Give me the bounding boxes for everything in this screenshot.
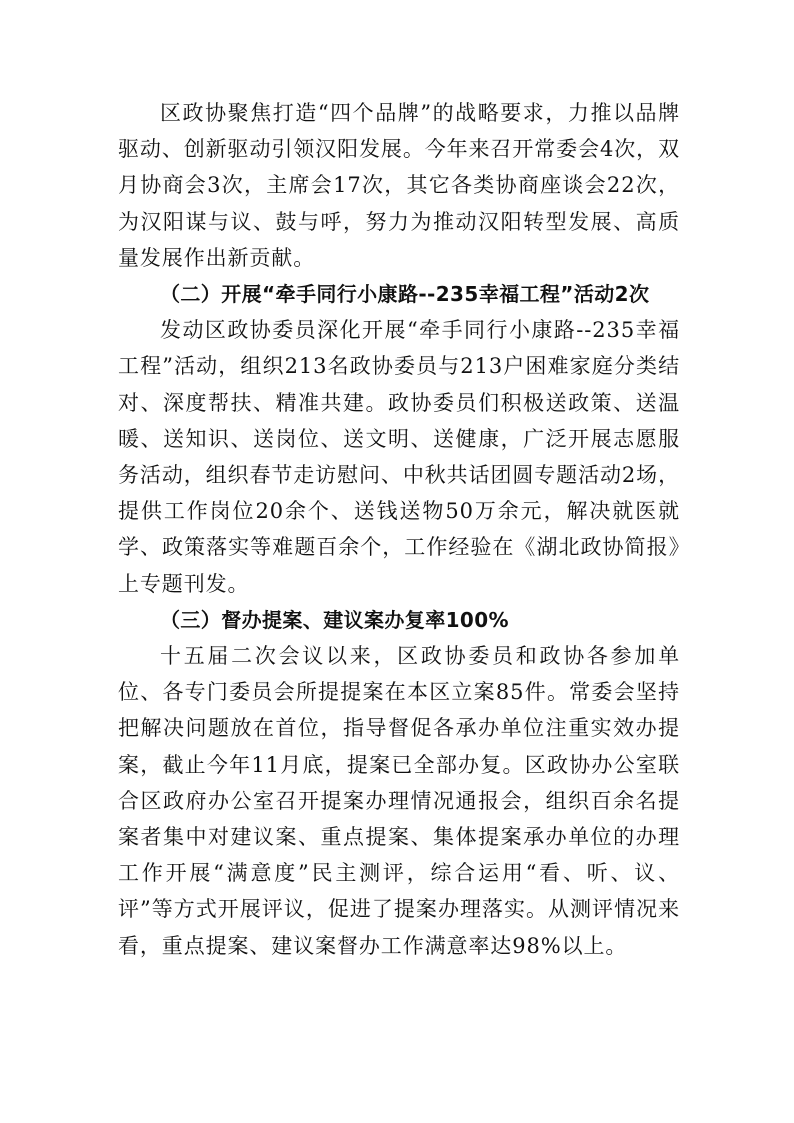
section-heading-3: （三）督办提案、建议案办复率100% (160, 607, 509, 632)
paragraph-proposals: 十五届二次会议以来，区政协委员和政协各参加单位、各专门委员会所提提案在本区立案85件。常委会坚持把解决问题放在首位，指导督促各承办单位注重实效办提案，截止今年11月底，提案已全部办复。区政协办公室联合区政府办公室召开提案办理情况通报会，组织百余名提案者集中对建议案、重点提案、集体提案承办单位的办理工作开展“满意度”民主测评，综合运用“看、听、议、评”等方式开展评议，促进了提案办理落实。从测评情况来看，重点提案、建议案督办工作满意率达98%以上。 (118, 644, 680, 958)
section-heading-2: （二）开展“牵手同行小康路--235幸福工程”活动2次 (160, 282, 650, 307)
paragraph-happiness-project: 发动区政协委员深化开展“牵手同行小康路--235幸福工程”活动，组织213名政协委员与213户困难家庭分类结对、深度帮扶、精准共建。政协委员们积极送政策、送温暖、送知识、送岗位、送文明、送健康，广泛开展志愿服务活动，组织春节走访慰问、中秋共话团圆专题活动2场，提供工作岗位20余个、送钱送物50万余元，解决就医就学、政策落实等难题百余个，工作经验在《湖北政协简报》上专题刊发。 (118, 318, 680, 596)
document-page (118, 95, 680, 964)
paragraph-brand-strategy: 区政协聚焦打造“四个品牌”的战略要求，力推以品牌驱动、创新驱动引领汉阳发展。今年来召开常委会4次，双月协商会3次，主席会17次，其它各类协商座谈会22次，为汉阳谋与议、鼓与呼，努力为推动汉阳转型发展、高质量发展作出新贡献。 (118, 101, 680, 270)
